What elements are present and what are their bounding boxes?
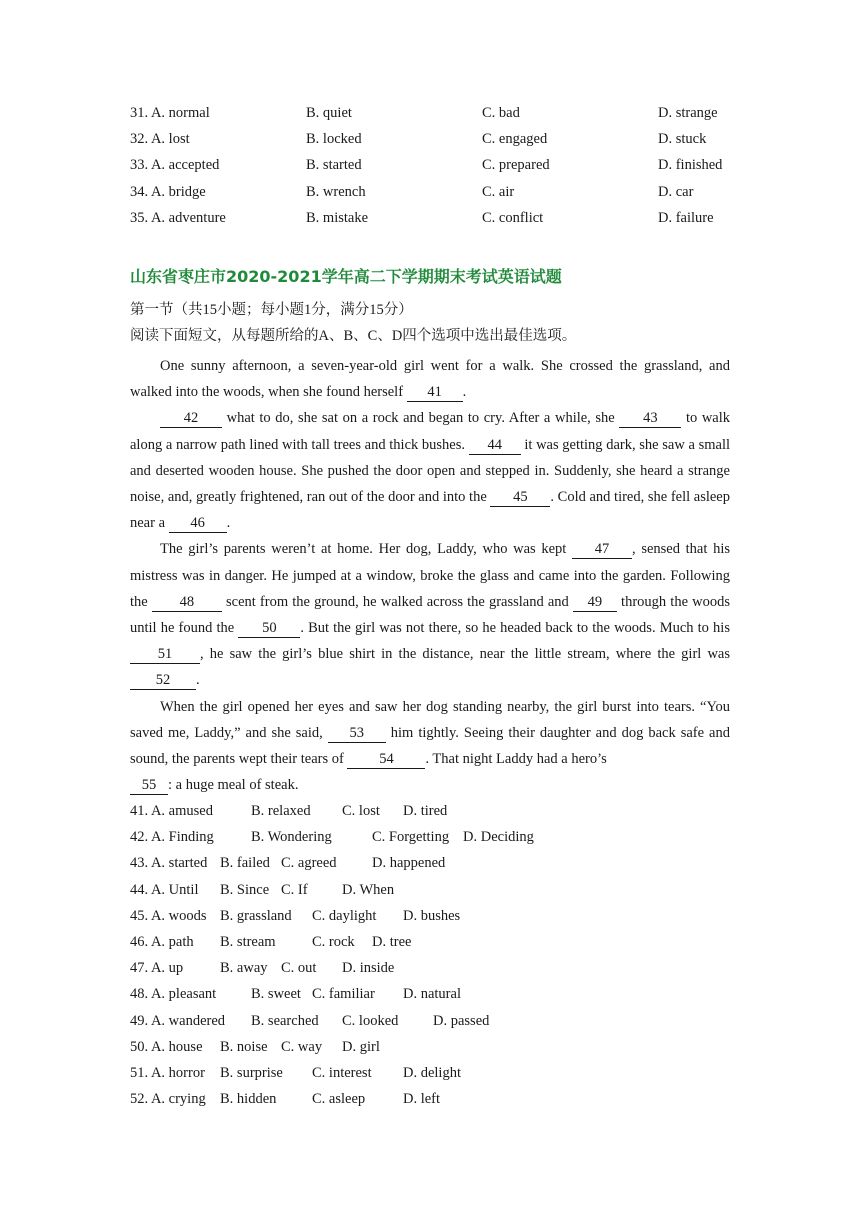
option-c: C. looked: [342, 1012, 399, 1029]
option-a: 41. A. amused: [130, 803, 213, 819]
option-c: C. prepared: [482, 157, 550, 174]
option-c: C. daylight: [312, 907, 377, 924]
option-c: C. familiar: [312, 986, 375, 1003]
paragraph-4: [130, 694, 730, 773]
option-b: B. stream: [220, 933, 276, 950]
passage-text: The girl’s parents weren’t at home. Her dog, Laddy, who was kept: [160, 541, 573, 558]
option-d: D. finished: [658, 157, 723, 174]
option-c: C. engaged: [482, 131, 548, 148]
blank-48: 48: [152, 593, 222, 612]
option-d: D. tired: [403, 803, 448, 819]
option-b: B. noise: [220, 1038, 268, 1055]
cloze-passage: [130, 353, 730, 798]
option-c: C. Forgetting: [372, 829, 450, 846]
option-a: 50. A. house: [130, 1038, 203, 1055]
passage-text: When the girl opened her eyes and saw her dog standing nearby, the girl burst into tears. “You saved me, Laddy,” and she said,: [130, 698, 730, 741]
option-a: 47. A. up: [130, 960, 184, 977]
paragraph-3: [130, 536, 730, 693]
option-c: C. conflict: [482, 209, 544, 226]
option-d: D. Deciding: [463, 829, 534, 846]
option-d: D. tree: [372, 933, 412, 950]
paragraph-1: [130, 353, 730, 405]
option-b: B. started: [306, 157, 362, 174]
option-a: 43. A. started: [130, 855, 208, 872]
passage-text: what to do, she sat on a rock and began to cry. After a while, she: [222, 410, 620, 427]
option-d: D. inside: [342, 960, 395, 977]
blank-41: 41: [407, 383, 463, 402]
option-b: B. grassland: [220, 907, 292, 924]
passage-text: , sensed that his mistress was in danger. He jumped at a window, broke the glass and came into the garden. Following the: [130, 541, 730, 610]
passage-text: . That night Laddy had a hero’s: [425, 751, 607, 768]
blank-43: 43: [619, 409, 681, 428]
option-c: C. agreed: [281, 855, 337, 872]
passage-text: : a huge meal of steak.: [168, 777, 299, 794]
option-b: B. sweet: [251, 986, 301, 1003]
option-d: D. natural: [403, 986, 461, 1003]
blank-44: 44: [469, 436, 521, 455]
option-d: D. strange: [658, 105, 718, 121]
option-a: 31. A. normal: [130, 105, 210, 121]
option-a: 34. A. bridge: [130, 183, 206, 200]
option-a: 33. A. accepted: [130, 157, 220, 174]
blank-42: 42: [160, 409, 222, 428]
passage-text: .: [226, 515, 231, 532]
passage-text: .: [462, 384, 467, 401]
option-a: 52. A. crying: [130, 1091, 206, 1108]
paragraph-2: [130, 405, 730, 536]
blank-54: 54: [347, 750, 425, 769]
option-c: C. rock: [312, 933, 355, 950]
passage-text: . But the girl was not there, so he headed back to the woods. Much to his: [300, 620, 730, 637]
option-a: 32. A. lost: [130, 131, 190, 148]
option-d: D. failure: [658, 209, 714, 226]
option-d: D. bushes: [403, 907, 461, 924]
option-d: D. passed: [433, 1012, 490, 1029]
option-a: 44. A. Until: [130, 881, 199, 898]
passage-text: , he saw the girl’s blue shirt in the distance, near the little stream, where the girl was: [200, 646, 730, 663]
option-c: C. If: [281, 881, 308, 898]
option-d: D. stuck: [658, 131, 707, 148]
blank-47: 47: [572, 540, 632, 559]
option-d: D. delight: [403, 1064, 461, 1081]
option-b: B. surprise: [220, 1064, 283, 1081]
option-b: B. Wondering: [251, 829, 332, 846]
option-c: C. lost: [342, 803, 380, 819]
option-c: C. bad: [482, 105, 520, 121]
option-b: B. locked: [306, 131, 362, 148]
option-c: C. way: [281, 1038, 323, 1055]
option-c: C. interest: [312, 1064, 372, 1081]
option-b: B. failed: [220, 855, 270, 872]
option-d: D. car: [658, 183, 694, 200]
option-b: B. away: [220, 960, 268, 977]
passage-text: scent from the ground, he walked across the grassland and: [221, 593, 573, 610]
passage-text: him tightly. Seeing their daughter and dog back safe and sound, the parents wept their tears of: [130, 724, 730, 768]
section-subtitle: 第一节（共15小题；每小题1分，满分15分）: [130, 302, 413, 318]
option-b: B. hidden: [220, 1091, 277, 1108]
option-b: B. mistake: [306, 209, 369, 226]
blank-55: 55: [130, 776, 168, 795]
option-d: D. When: [342, 881, 395, 898]
option-d: D. girl: [342, 1038, 380, 1055]
option-a: 49. A. wandered: [130, 1012, 226, 1029]
option-b: B. Since: [220, 881, 270, 898]
option-a: 35. A. adventure: [130, 209, 226, 226]
option-b: B. searched: [251, 1012, 319, 1029]
option-d: D. left: [403, 1091, 441, 1108]
option-a: 51. A. horror: [130, 1064, 205, 1081]
blank-53: 53: [328, 724, 386, 743]
option-b: B. quiet: [306, 105, 352, 121]
passage-text: .: [196, 672, 200, 689]
option-a: 46. A. path: [130, 933, 194, 950]
option-a: 48. A. pleasant: [130, 986, 217, 1003]
option-b: B. relaxed: [251, 803, 311, 819]
passage-text: it was getting dark, she saw a small and deserted wooden house. She pushed the door open and stepped in. Suddenly, she heard a strange noise, and, greatly frightened, ran out of the door and into the: [130, 436, 731, 506]
blank-51: 51: [130, 645, 200, 664]
passage-text: One sunny afternoon, a seven-year-old girl went for a walk. She crossed the grassland, and walked into the woods, when she found herself: [130, 358, 730, 401]
option-a: 45. A. woods: [130, 907, 207, 924]
passage-text: . Cold and tired, she fell asleep near a: [130, 489, 730, 532]
blank-45: 45: [490, 488, 550, 507]
blank-46: 46: [169, 514, 227, 533]
blank-52: 52: [130, 671, 196, 690]
option-d: D. happened: [372, 855, 446, 872]
blank-50: 50: [238, 619, 300, 638]
option-b: B. wrench: [306, 183, 366, 200]
passage-text: through the woods until he found the: [130, 593, 731, 637]
option-c: C. out: [281, 960, 317, 977]
option-a: 42. A. Finding: [130, 829, 214, 846]
paragraph-5: [130, 772, 730, 798]
option-c: C. asleep: [312, 1091, 366, 1108]
option-c: C. air: [482, 183, 515, 200]
instruction-text: 阅读下面短文，从每题所给的A、B、C、D四个选项中选出最佳选项。: [130, 328, 577, 344]
blank-49: 49: [573, 593, 617, 612]
exam-title: 山东省枣庄市2020-2021学年高二下学期期末考试英语试题: [130, 267, 562, 286]
passage-text: to walk along a narrow path lined with tall trees and thick bushes.: [130, 410, 731, 453]
